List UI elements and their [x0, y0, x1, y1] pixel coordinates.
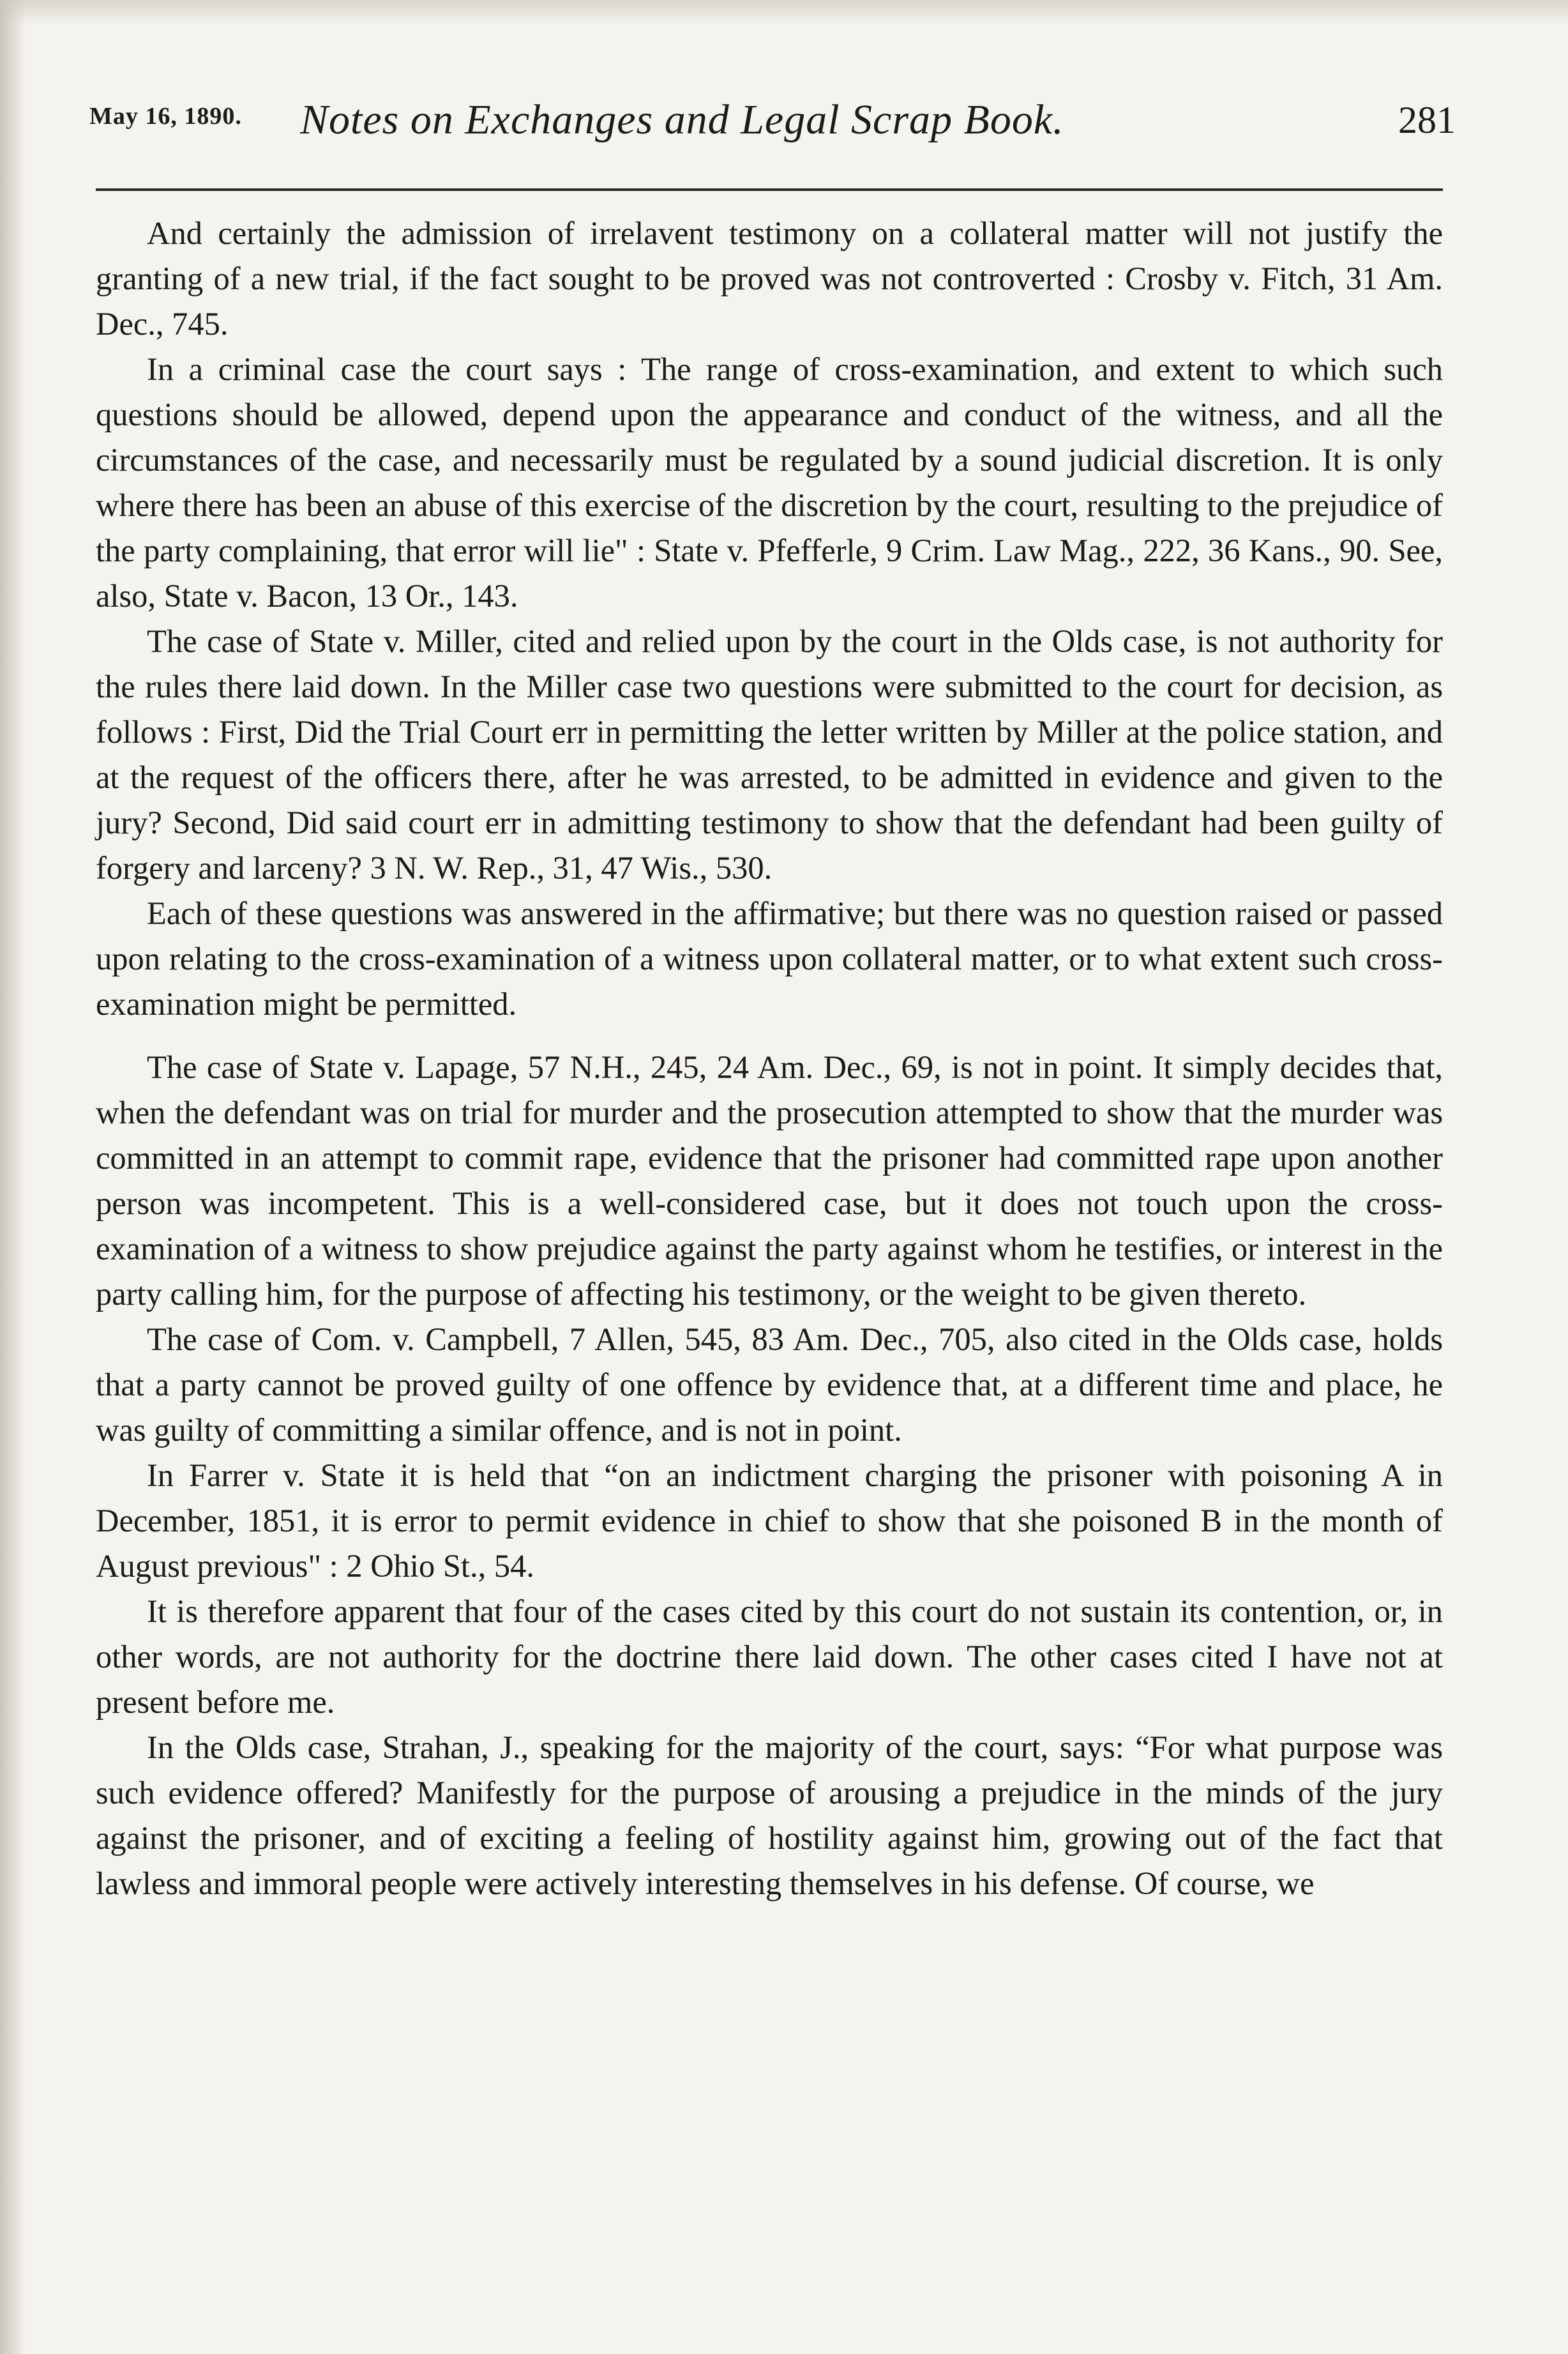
scan-edge-left — [0, 0, 26, 2354]
page-number: 281 — [1398, 99, 1456, 141]
paragraph-8: It is therefore apparent that four of the cases cited by this court do not sustain its contention, or, in other words, are not authority for the doctrine there laid down. The other cases cited I have not at present before me. — [96, 1593, 1443, 1720]
paragraph-9: In the Olds case, Strahan, J., speaking for the majority of the court, says: “For what purpose was such evidence offered? Manifestly for the purpose of arousing a prejudice in the minds of the jury against the prisoner, and of exciting a feeling of hostility against him, growing out of the fact that lawless and immoral people were actively interesting themselves in his defense. Of course, we — [96, 1729, 1443, 1901]
paragraph-3: The case of State v. Miller, cited and relied upon by the court in the Olds case, is not authority for the rules there laid down. In the Miller case two questions were submitted to the court for decision, as follows : First, Did the Trial Court err in permitting the letter written by Miller at the police station, and at the request of the officers there, after he was arrested, to be admitted in evidence and given to the jury? Second, Did said court err in admitting testimony to show that the defendant had been guilty of forgery and larceny? 3 N. W. Rep., 31, 47 Wis., 530. — [96, 623, 1443, 886]
scan-edge-top — [0, 0, 1568, 26]
paragraph-5: The case of State v. Lapage, 57 N.H., 245, 24 Am. Dec., 69, is not in point. It simply decides that, when the defendant was on trial for murder and the prosecution attempted to show that the murder was committed in an attempt to commit rape, evidence that the prisoner had committed rape upon another person was incompetent. This is a well-considered case, but it does not touch upon the cross-examination of a witness to show prejudice against the party against whom he testifies, or interest in the party calling him, for the purpose of affecting his testimony, or the weight to be given thereto. — [96, 1049, 1443, 1312]
paragraph-2: In a criminal case the court says : The range of cross-examination, and extent to which such questions should be allowed, depend upon the appearance and conduct of the witness, and all the circumstances of the case, and necessarily must be regulated by a sound judicial discretion. It is only where there has been an abuse of this exercise of the discretion by the court, resulting to the prejudice of the party complaining, that error will lie" : State v. Pfefferle, 9 Crim. Law Mag., 222, 36 Kans., 90. See, also, State v. Bacon, 13 Or., 143. — [96, 351, 1443, 614]
issue-date: May 16, 1890. — [89, 103, 242, 130]
paragraph-1: And certainly the admission of irrelavent testimony on a collateral matter will not justify the granting of a new trial, if the fact sought to be proved was not controverted : Crosby v. Fitch, 31 Am. Dec., 745. — [96, 215, 1443, 342]
header-rule — [96, 188, 1443, 191]
running-title: Notes on Exchanges and Legal Scrap Book. — [300, 96, 1064, 143]
page-header — [89, 96, 1468, 192]
paragraph-7: In Farrer v. State it is held that “on an indictment charging the prisoner with poisoning A in December, 1851, it is error to permit evidence in chief to show that she poisoned B in the month of August previous" : 2 Ohio St., 54. — [96, 1457, 1443, 1584]
article-body — [96, 211, 1443, 1906]
paragraph-6: The case of Com. v. Campbell, 7 Allen, 545, 83 Am. Dec., 705, also cited in the Olds case, holds that a party cannot be proved guilty of one offence by evidence that, at a different time and place, he was guilty of committing a similar offence, and is not in point. — [96, 1321, 1443, 1448]
paragraph-4: Each of these questions was answered in the affirmative; but there was no question raised or passed upon relating to the cross-examination of a witness upon collateral matter, or to what extent such cross-examination might be permitted. — [96, 895, 1443, 1022]
